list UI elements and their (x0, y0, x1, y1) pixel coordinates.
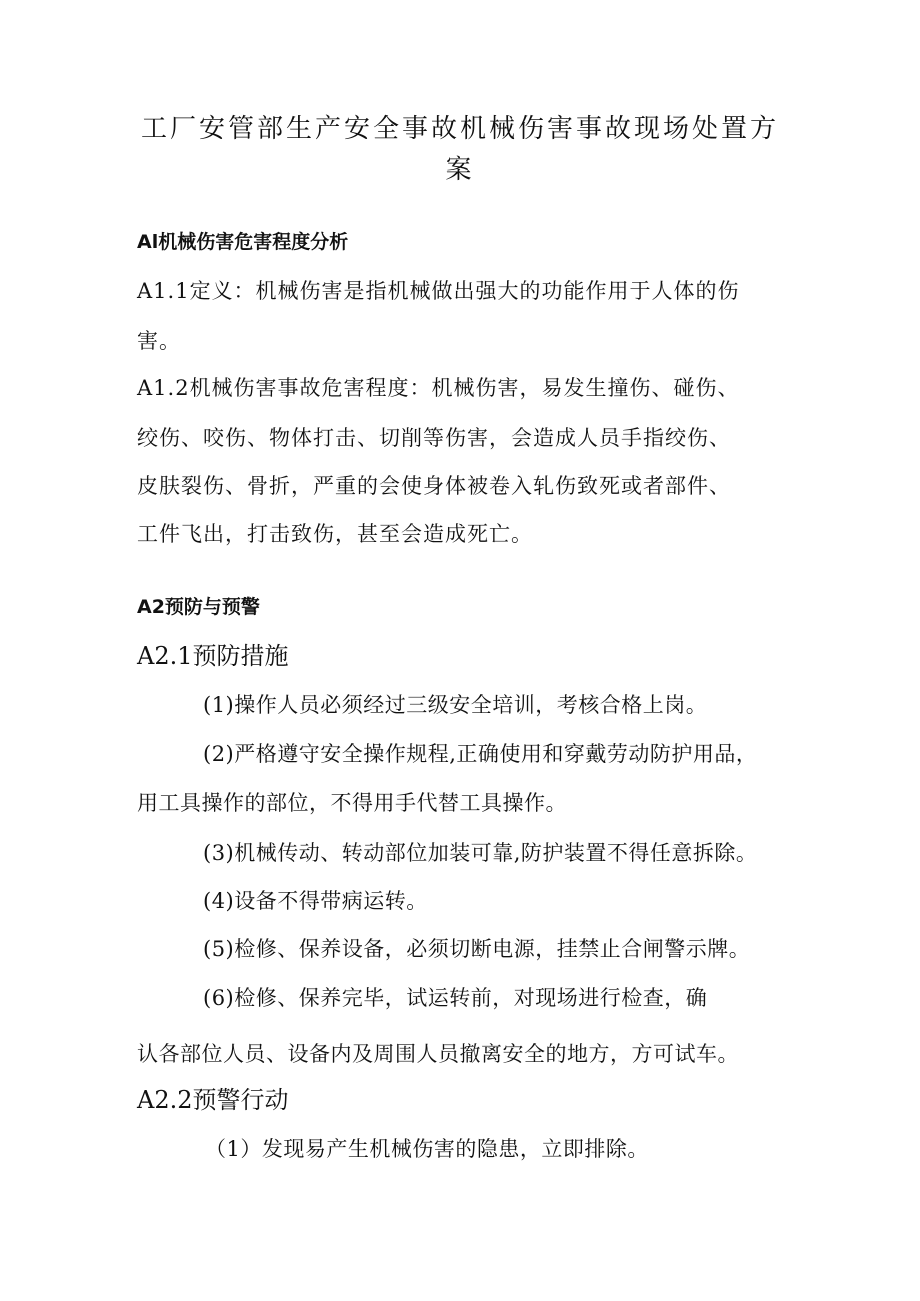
document-title-line-1: 工厂安管部生产安全事故机械伤害事故现场处置方 (140, 114, 779, 144)
a1-2-severity-line-2: 绞伤、咬伤、物体打击、切削等伤害，会造成人员手指绞伤、 (137, 426, 731, 450)
section-a2-heading: A2预防与预警 (137, 596, 260, 618)
a2-1-item-5: (5)检修、保养设备，必须切断电源，挂禁止合闸警示牌。 (203, 937, 751, 961)
a2-1-item-4: (4)设备不得带病运转。 (203, 889, 428, 913)
a1-2-severity-line-4: 工件飞出，打击致伤，甚至会造成死亡。 (137, 522, 533, 546)
a2-2-subheading: A2.2预警行动 (137, 1086, 289, 1114)
a2-1-subheading: A2.1预防措施 (137, 642, 289, 670)
a2-1-item-3: (3)机械传动、转动部位加装可靠,防护装置不得任意拆除。 (203, 841, 758, 865)
section-a1-heading: Al机械伤害危害程度分析 (137, 231, 349, 253)
a2-1-item-1: (1)操作人员必须经过三级安全培训，考核合格上岗。 (203, 693, 708, 717)
a2-1-item-6-line-2: 认各部位人员、设备内及周围人员撤离安全的地方，方可试车。 (137, 1042, 739, 1066)
document-title-line-2: 案 (445, 155, 475, 185)
a2-1-item-6-line-1: (6)检修、保养完毕，试运转前，对现场进行检查，确 (203, 986, 708, 1010)
a1-2-severity-line-1: A1.2机械伤害事故危害程度：机械伤害，易发生撞伤、碰伤、 (137, 376, 740, 400)
a2-2-warning-1: （1）发现易产生机械伤害的隐患，立即排除。 (205, 1137, 649, 1161)
a2-1-item-2-line-1: (2)严格遵守安全操作规程,正确使用和穿戴劳动防护用品， (203, 742, 758, 766)
a1-1-definition-line-1: A1.1定义：机械伤害是指机械做出强大的功能作用于人体的伤 (137, 279, 740, 303)
a2-1-item-2-line-2: 用工具操作的部位，不得用手代替工具操作。 (137, 791, 567, 815)
a1-2-severity-line-3: 皮肤裂伤、骨折，严重的会使身体被卷入轧伤致死或者部件、 (137, 474, 731, 498)
a1-1-definition-line-2: 害。 (137, 329, 181, 353)
